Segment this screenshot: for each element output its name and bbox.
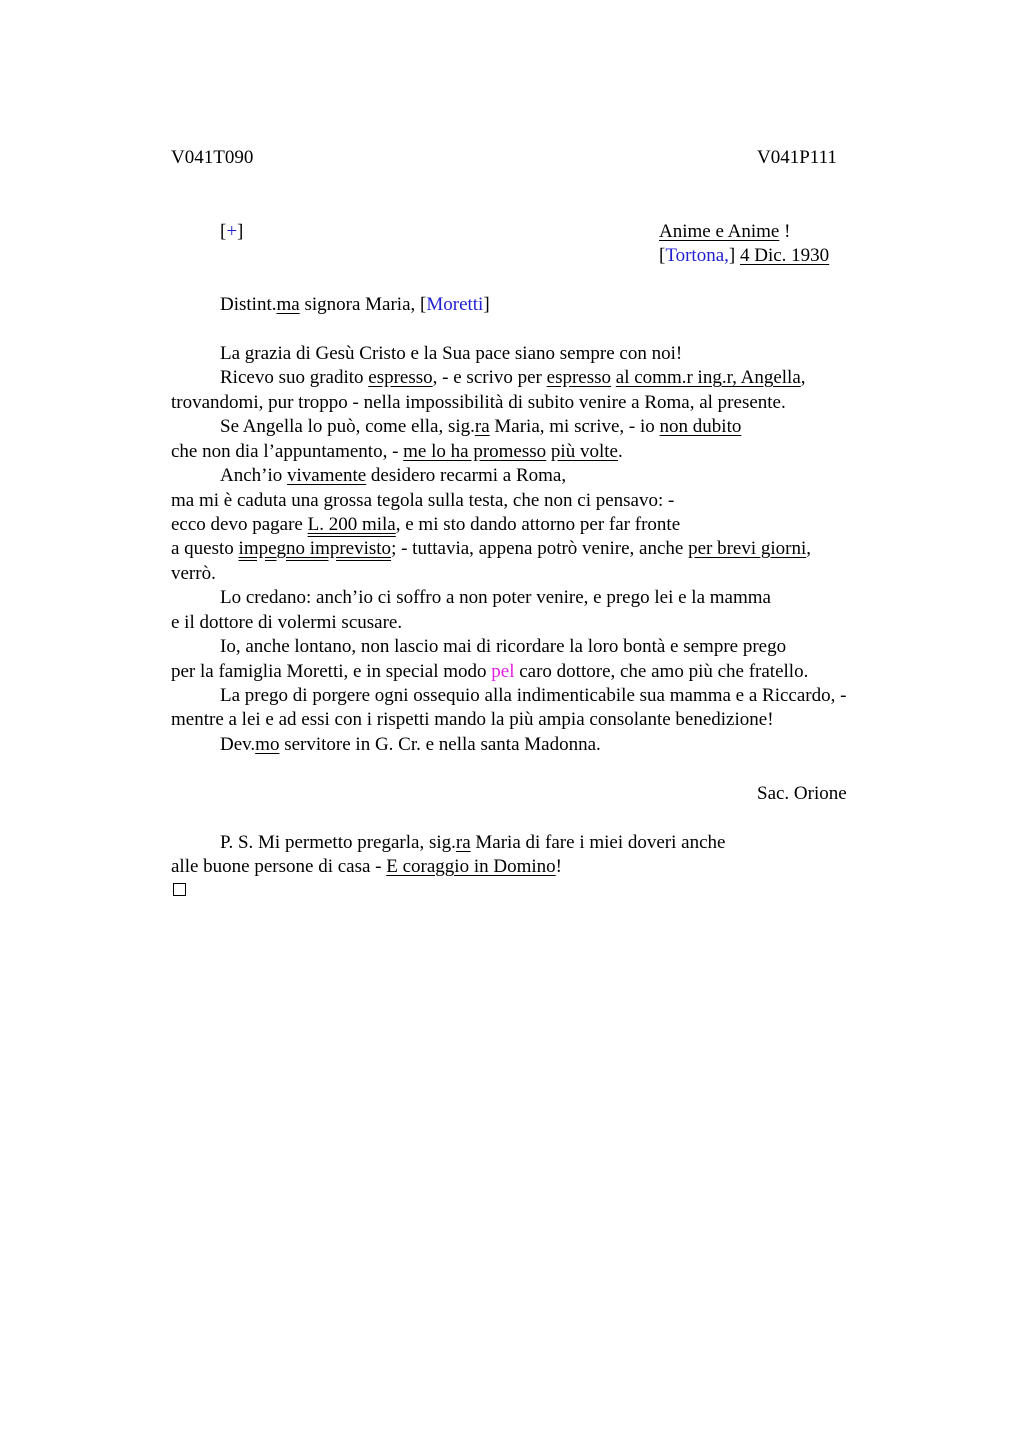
body-line: e il dottore di volermi scusare. xyxy=(171,612,403,633)
body-line: Anch’io vivamente desidero recarmi a Roma, xyxy=(220,465,567,486)
body-line: Dev.mo servitore in G. Cr. e nella santa Madonna. xyxy=(220,734,601,755)
body-line: mentre a lei e ad essi con i rispetti mando la più ampia consolante benedizione! xyxy=(171,709,774,730)
body-line: La prego di porgere ogni ossequio alla indimenticabile sua mamma e a Riccardo, - xyxy=(220,685,847,706)
body-line: a questo impegno imprevisto; - tuttavia, appena potrò venire, anche per brevi giorni, xyxy=(171,538,812,559)
body-line: Lo credano: anch’io ci soffro a non poter venire, e prego lei e la mamma xyxy=(220,587,771,608)
body-line: che non dia l’appuntamento, - me lo ha promesso più volte. xyxy=(171,441,623,462)
letter-place: Tortona, xyxy=(665,245,729,266)
body-line: ma mi è caduta una grossa tegola sulla testa, che non ci pensavo: - xyxy=(171,490,675,511)
body-line: ecco devo pagare L. 200 mila, e mi sto dando attorno per far fronte xyxy=(171,514,681,535)
editorial-plus-marker: [+] xyxy=(220,221,244,242)
body-line: Ricevo suo gradito espresso, - e scrivo per espresso al comm.r ing.r, Angella, xyxy=(220,367,806,388)
postscript-line: alle buone persone di casa - E coraggio in Domino! xyxy=(171,856,562,877)
checkbox-icon[interactable] xyxy=(173,883,186,896)
salutation: Distint.ma signora Maria, [Moretti] xyxy=(220,294,490,315)
postscript-line: P. S. Mi permetto pregarla, sig.ra Maria di fare i miei doveri anche xyxy=(220,832,726,853)
body-line: La grazia di Gesù Cristo e la Sua pace siano sempre con noi! xyxy=(220,343,683,364)
body-line: trovandomi, pur troppo - nella impossibilità di subito venire a Roma, al presente. xyxy=(171,392,786,413)
body-line: per la famiglia Moretti, e in special modo pel caro dottore, che amo più che fratello. xyxy=(171,661,809,682)
letter-place-date: [Tortona,] 4 Dic. 1930 xyxy=(659,245,830,266)
body-line: Se Angella lo può, come ella, sig.ra Maria, mi scrive, - io non dubito xyxy=(220,416,742,437)
letter-title: Anime e Anime ! xyxy=(659,221,791,242)
signature: Sac. Orione xyxy=(757,783,847,804)
document-code-left: V041T090 xyxy=(171,147,254,168)
letter-date: 4 Dic. 1930 xyxy=(739,245,830,266)
body-line: Io, anche lontano, non lascio mai di ricordare la loro bontà e sempre prego xyxy=(220,636,787,657)
document-code-right: V041P111 xyxy=(757,147,837,168)
body-line: verrò. xyxy=(171,563,216,584)
